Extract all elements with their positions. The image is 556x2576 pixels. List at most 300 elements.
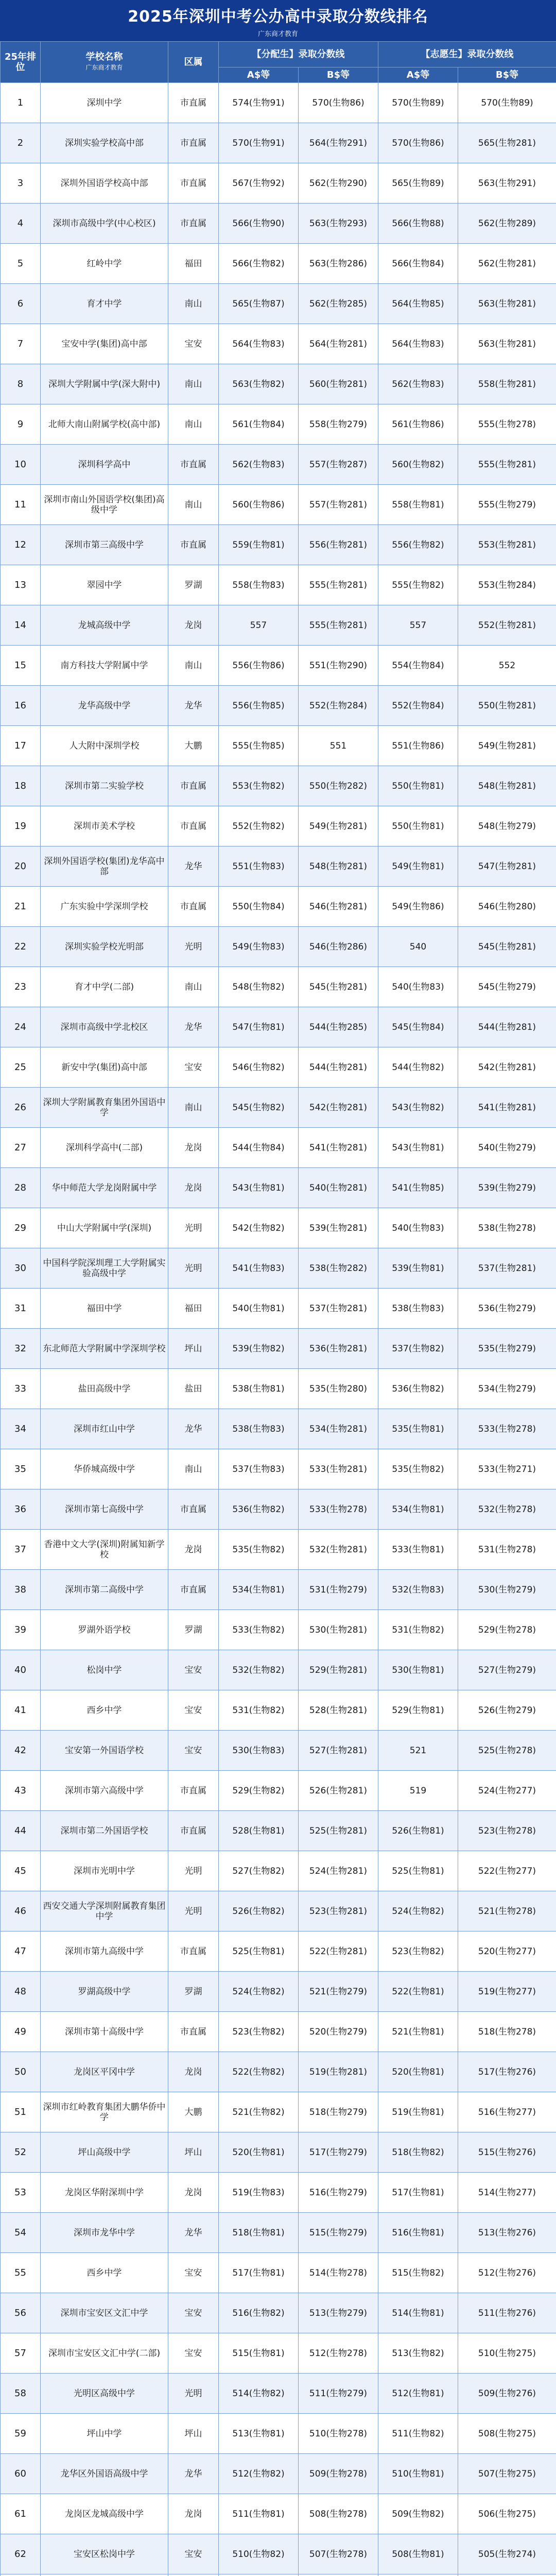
ac-a-score-cell: 517(生物81): [219, 2253, 299, 2293]
district-cell: 宝安: [168, 2333, 219, 2374]
rank-cell: 58: [1, 2374, 41, 2414]
tz-b-score-cell: 547(生物281): [458, 846, 556, 887]
table-row: [1, 1409, 556, 1449]
table-row: [1, 1047, 556, 1088]
school-name-cell: 深圳市宝安区文汇中学(二部): [41, 2333, 168, 2374]
ac-a-score-cell: 519(生物83): [219, 2173, 299, 2213]
ac-a-score-cell: 541(生物83): [219, 1248, 299, 1289]
district-cell: 龙岗: [168, 2173, 219, 2213]
tz-a-score-cell: 539(生物81): [378, 1248, 458, 1289]
rank-cell: 6: [1, 284, 41, 324]
tz-a-score-cell: 511(生物82): [378, 2414, 458, 2454]
school-name-cell: 深圳市第七高级中学: [41, 1489, 168, 1530]
district-cell: 龙岗: [168, 605, 219, 646]
rank-cell: 54: [1, 2213, 41, 2253]
rank-cell: 4: [1, 204, 41, 244]
district-cell: 龙岗: [168, 1128, 219, 1168]
district-cell: 市直属: [168, 2012, 219, 2052]
ac-b-score-cell: 557(生物281): [299, 485, 378, 525]
district-cell: 罗湖: [168, 1972, 219, 2012]
table-row: [1, 1208, 556, 1248]
school-name-cell: 东北师范大学附属中学深圳学校: [41, 1329, 168, 1369]
district-cell: 市直属: [168, 887, 219, 927]
tz-b-score-cell: 522(生物277): [458, 1851, 556, 1891]
header-tz-group: 【志愿生】录取分数线: [378, 42, 556, 67]
tz-a-score-cell: 519: [378, 1771, 458, 1811]
rank-cell: 49: [1, 2012, 41, 2052]
district-cell: 市直属: [168, 1931, 219, 1972]
tz-a-score-cell: 564(生物85): [378, 284, 458, 324]
header-school: [41, 42, 168, 83]
district-cell: 市直属: [168, 525, 219, 565]
district-cell: 南山: [168, 1088, 219, 1128]
tz-a-score-cell: 512(生物81): [378, 2374, 458, 2414]
school-name-cell: 深圳市红山中学: [41, 1409, 168, 1449]
ac-b-score-cell: 562(生物290): [299, 163, 378, 204]
ac-a-score-cell: 553(生物82): [219, 766, 299, 806]
tz-a-score-cell: 558(生物81): [378, 485, 458, 525]
ac-a-score-cell: 561(生物84): [219, 404, 299, 445]
ac-b-score-cell: 516(生物279): [299, 2173, 378, 2213]
table-row: [1, 1530, 556, 1570]
tz-b-score-cell: 544(生物281): [458, 1007, 556, 1047]
ac-b-score-cell: 522(生物281): [299, 1931, 378, 1972]
table-row: [1, 1811, 556, 1851]
ac-b-score-cell: 523(生物281): [299, 1891, 378, 1931]
table-row: [1, 1610, 556, 1650]
ac-a-score-cell: 570(生物91): [219, 123, 299, 163]
district-cell: 市直属: [168, 123, 219, 163]
tz-b-score-cell: 511(生物276): [458, 2293, 556, 2333]
school-name-cell: 华侨城高级中学: [41, 1449, 168, 1489]
table-row: [1, 2213, 556, 2253]
tz-a-score-cell: 570(生物89): [378, 83, 458, 123]
ac-a-score-cell: 535(生物82): [219, 1530, 299, 1570]
tz-b-score-cell: 506(生物275): [458, 2494, 556, 2534]
table-row: [1, 2052, 556, 2092]
ac-a-score-cell: 566(生物90): [219, 204, 299, 244]
ac-b-score-cell: 551: [299, 726, 378, 766]
rank-cell: 39: [1, 1610, 41, 1650]
ac-b-score-cell: 536(生物281): [299, 1329, 378, 1369]
tz-b-score-cell: 555(生物278): [458, 404, 556, 445]
ac-b-score-cell: 546(生物286): [299, 927, 378, 967]
district-cell: 市直属: [168, 163, 219, 204]
school-name-cell: 深圳大学附属教育集团外国语中学: [41, 1088, 168, 1128]
rank-cell: 59: [1, 2414, 41, 2454]
district-cell: 坪山: [168, 1329, 219, 1369]
rank-cell: 47: [1, 1931, 41, 1972]
table-row: [1, 1449, 556, 1489]
school-name-cell: 北师大南山附属学校(高中部): [41, 404, 168, 445]
table-row: [1, 1650, 556, 1690]
tz-a-score-cell: 538(生物83): [378, 1289, 458, 1329]
tz-a-score-cell: 519(生物81): [378, 2092, 458, 2132]
table-row: [1, 846, 556, 887]
ac-b-score-cell: 544(生物281): [299, 1047, 378, 1088]
school-name-cell: 深圳市高级中学(中心校区): [41, 204, 168, 244]
tz-b-score-cell: 552: [458, 646, 556, 686]
table-row: [1, 284, 556, 324]
school-name-cell: 深圳外国语学校高中部: [41, 163, 168, 204]
tz-a-score-cell: 522(生物81): [378, 1972, 458, 2012]
tz-b-score-cell: 555(生物281): [458, 445, 556, 485]
header-tz-b: B$等: [458, 67, 556, 83]
ac-b-score-cell: 539(生物281): [299, 1208, 378, 1248]
school-name-cell: 深圳市龙华中学: [41, 2213, 168, 2253]
ac-a-score-cell: 537(生物83): [219, 1449, 299, 1489]
rank-cell: 1: [1, 83, 41, 123]
tz-a-score-cell: 533(生物81): [378, 1530, 458, 1570]
ac-a-score-cell: 512(生物82): [219, 2454, 299, 2494]
table-row: [1, 1088, 556, 1128]
district-cell: 市直属: [168, 1489, 219, 1530]
tz-b-score-cell: 512(生物276): [458, 2253, 556, 2293]
ac-a-score-cell: 550(生物84): [219, 887, 299, 927]
ac-a-score-cell: 520(生物81): [219, 2132, 299, 2173]
tz-a-score-cell: 564(生物83): [378, 324, 458, 364]
tz-b-score-cell: 516(生物277): [458, 2092, 556, 2132]
tz-a-score-cell: 545(生物84): [378, 1007, 458, 1047]
rank-cell: 62: [1, 2534, 41, 2574]
school-name-cell: 龙华高级中学: [41, 686, 168, 726]
rank-cell: 35: [1, 1449, 41, 1489]
ac-b-score-cell: 525(生物281): [299, 1811, 378, 1851]
tz-b-score-cell: 553(生物284): [458, 565, 556, 605]
tz-b-score-cell: 538(生物278): [458, 1208, 556, 1248]
header-district: 区属: [168, 42, 219, 83]
district-cell: 市直属: [168, 83, 219, 123]
district-cell: 坪山: [168, 2414, 219, 2454]
tz-b-score-cell: 518(生物278): [458, 2012, 556, 2052]
table-row: [1, 967, 556, 1007]
tz-a-score-cell: 540(生物83): [378, 1208, 458, 1248]
table-row: [1, 1851, 556, 1891]
tz-a-score-cell: 529(生物81): [378, 1690, 458, 1731]
ac-b-score-cell: 557(生物287): [299, 445, 378, 485]
table-row: [1, 1007, 556, 1047]
tz-b-score-cell: 529(生物278): [458, 1610, 556, 1650]
ac-b-score-cell: 564(生物281): [299, 324, 378, 364]
ac-a-score-cell: 526(生物82): [219, 1891, 299, 1931]
tz-b-score-cell: 523(生物278): [458, 1811, 556, 1851]
ac-b-score-cell: 531(生物279): [299, 1570, 378, 1610]
tz-a-score-cell: 549(生物81): [378, 846, 458, 887]
rank-cell: 50: [1, 2052, 41, 2092]
header-ac-a: A$等: [219, 67, 299, 83]
tz-a-score-cell: 517(生物81): [378, 2173, 458, 2213]
table-row: [1, 324, 556, 364]
tz-a-score-cell: 531(生物82): [378, 1610, 458, 1650]
rank-cell: 27: [1, 1128, 41, 1168]
ac-b-score-cell: 508(生物278): [299, 2494, 378, 2534]
table-row: [1, 726, 556, 766]
rank-cell: 31: [1, 1289, 41, 1329]
ac-a-score-cell: 532(生物82): [219, 1650, 299, 1690]
ac-a-score-cell: 531(生物82): [219, 1690, 299, 1731]
ac-a-score-cell: 513(生物81): [219, 2414, 299, 2454]
ac-a-score-cell: 566(生物82): [219, 244, 299, 284]
rank-cell: 18: [1, 766, 41, 806]
tz-b-score-cell: 539(生物279): [458, 1168, 556, 1208]
school-name-cell: 宝安第一外国语学校: [41, 1731, 168, 1771]
ac-b-score-cell: 533(生物281): [299, 1449, 378, 1489]
ac-b-score-cell: 564(生物291): [299, 123, 378, 163]
rank-cell: 29: [1, 1208, 41, 1248]
rank-cell: 42: [1, 1731, 41, 1771]
ac-a-score-cell: 522(生物82): [219, 2052, 299, 2092]
rank-cell: 53: [1, 2173, 41, 2213]
school-name-cell: 龙岗区华附深圳中学: [41, 2173, 168, 2213]
school-name-cell: 深圳市美术学校: [41, 806, 168, 846]
ac-a-score-cell: 533(生物82): [219, 1610, 299, 1650]
table-row: [1, 1369, 556, 1409]
tz-b-score-cell: 507(生物275): [458, 2454, 556, 2494]
table-row: [1, 605, 556, 646]
district-cell: 宝安: [168, 1047, 219, 1088]
rank-cell: 25: [1, 1047, 41, 1088]
ac-a-score-cell: 556(生物86): [219, 646, 299, 686]
tz-a-score-cell: 521(生物81): [378, 2012, 458, 2052]
ac-a-score-cell: 525(生物81): [219, 1931, 299, 1972]
ac-a-score-cell: 527(生物82): [219, 1851, 299, 1891]
tz-b-score-cell: 515(生物276): [458, 2132, 556, 2173]
ac-b-score-cell: 519(生物281): [299, 2052, 378, 2092]
ac-b-score-cell: 526(生物281): [299, 1771, 378, 1811]
header-school-sub: 广东商才教育: [85, 63, 123, 71]
tz-a-score-cell: 550(生物81): [378, 766, 458, 806]
table-row: [1, 2253, 556, 2293]
rank-cell: 28: [1, 1168, 41, 1208]
table-row: [1, 686, 556, 726]
rank-cell: 12: [1, 525, 41, 565]
school-name-cell: 深圳市第三高级中学: [41, 525, 168, 565]
school-name-cell: 深圳市第九高级中学: [41, 1931, 168, 1972]
tz-a-score-cell: 554(生物84): [378, 646, 458, 686]
ac-b-score-cell: 541(生物281): [299, 1128, 378, 1168]
tz-b-score-cell: 519(生物277): [458, 1972, 556, 2012]
school-name-cell: 深圳市高级中学北校区: [41, 1007, 168, 1047]
school-name-cell: 深圳科学高中(二部): [41, 1128, 168, 1168]
ac-a-score-cell: 563(生物82): [219, 364, 299, 404]
tz-a-score-cell: 562(生物83): [378, 364, 458, 404]
district-cell: 光明: [168, 1208, 219, 1248]
tz-b-score-cell: 546(生物280): [458, 887, 556, 927]
tz-b-score-cell: 555(生物279): [458, 485, 556, 525]
ac-b-score-cell: 563(生物286): [299, 244, 378, 284]
district-cell: 龙华: [168, 2213, 219, 2253]
tz-b-score-cell: 542(生物281): [458, 1047, 556, 1088]
tz-b-score-cell: 540(生物279): [458, 1128, 556, 1168]
tz-b-score-cell: 541(生物281): [458, 1088, 556, 1128]
district-cell: 罗湖: [168, 565, 219, 605]
page-subtitle: 广东商才教育: [257, 30, 298, 38]
ac-b-score-cell: 544(生物285): [299, 1007, 378, 1047]
school-name-cell: 深圳市第十高级中学: [41, 2012, 168, 2052]
school-name-cell: 中山大学附属中学(深圳): [41, 1208, 168, 1248]
ac-a-score-cell: 542(生物82): [219, 1208, 299, 1248]
table-row: [1, 83, 556, 123]
school-name-cell: 深圳市第二实验学校: [41, 766, 168, 806]
ac-a-score-cell: 540(生物81): [219, 1289, 299, 1329]
district-cell: 大鹏: [168, 726, 219, 766]
school-name-cell: 深圳实验学校高中部: [41, 123, 168, 163]
table-row: [1, 887, 556, 927]
school-name-cell: 育才中学(二部): [41, 967, 168, 1007]
rank-cell: 19: [1, 806, 41, 846]
tz-b-score-cell: 505(生物274): [458, 2534, 556, 2574]
ac-b-score-cell: 520(生物279): [299, 2012, 378, 2052]
tz-a-score-cell: 560(生物82): [378, 445, 458, 485]
rank-cell: 56: [1, 2293, 41, 2333]
school-name-cell: 深圳科学高中: [41, 445, 168, 485]
table-row: [1, 2333, 556, 2374]
table-row: [1, 2534, 556, 2574]
district-cell: 宝安: [168, 1690, 219, 1731]
table-row: [1, 1771, 556, 1811]
tz-b-score-cell: 536(生物279): [458, 1289, 556, 1329]
table-row: [1, 1489, 556, 1530]
ac-a-score-cell: 518(生物81): [219, 2213, 299, 2253]
ac-a-score-cell: 565(生物87): [219, 284, 299, 324]
table-row: [1, 806, 556, 846]
table-row: [1, 2374, 556, 2414]
rank-cell: 8: [1, 364, 41, 404]
district-cell: 福田: [168, 1289, 219, 1329]
rank-cell: 26: [1, 1088, 41, 1128]
ac-a-score-cell: 559(生物81): [219, 525, 299, 565]
school-name-cell: 深圳市第二外国语学校: [41, 1811, 168, 1851]
tz-a-score-cell: 536(生物82): [378, 1369, 458, 1409]
ac-a-score-cell: 539(生物82): [219, 1329, 299, 1369]
ac-a-score-cell: 515(生物81): [219, 2333, 299, 2374]
ac-a-score-cell: 552(生物82): [219, 806, 299, 846]
rank-cell: 32: [1, 1329, 41, 1369]
ac-a-score-cell: 538(生物81): [219, 1369, 299, 1409]
school-name-cell: 翠园中学: [41, 565, 168, 605]
school-name-cell: 深圳大学附属中学(深大附中): [41, 364, 168, 404]
ac-b-score-cell: 512(生物278): [299, 2333, 378, 2374]
district-cell: 市直属: [168, 1771, 219, 1811]
tz-a-score-cell: 534(生物81): [378, 1489, 458, 1530]
table-row: [1, 1972, 556, 2012]
tz-b-score-cell: 570(生物89): [458, 83, 556, 123]
ac-a-score-cell: 560(生物86): [219, 485, 299, 525]
header-ac-group: 【分配生】录取分数线: [219, 42, 378, 67]
rank-cell: 10: [1, 445, 41, 485]
tz-a-score-cell: 520(生物81): [378, 2052, 458, 2092]
tz-b-score-cell: 549(生物281): [458, 726, 556, 766]
tz-b-score-cell: 563(生物281): [458, 284, 556, 324]
tz-b-score-cell: 531(生物278): [458, 1530, 556, 1570]
ac-a-score-cell: 530(生物83): [219, 1731, 299, 1771]
school-name-cell: 龙岗区平冈中学: [41, 2052, 168, 2092]
ac-a-score-cell: 564(生物83): [219, 324, 299, 364]
tz-b-score-cell: 548(生物279): [458, 806, 556, 846]
tz-a-score-cell: 526(生物81): [378, 1811, 458, 1851]
rank-cell: [1, 2574, 41, 2576]
district-cell: 光明: [168, 1891, 219, 1931]
school-name-cell: 广东实验中学深圳学校: [41, 887, 168, 927]
ac-a-score-cell: 510(生物82): [219, 2534, 299, 2574]
school-name-cell: 松岗中学: [41, 1650, 168, 1690]
ac-a-score-cell: [219, 2574, 299, 2576]
ac-a-score-cell: 546(生物82): [219, 1047, 299, 1088]
district-cell: 龙华: [168, 1409, 219, 1449]
tz-a-score-cell: 561(生物86): [378, 404, 458, 445]
tz-a-score-cell: 556(生物82): [378, 525, 458, 565]
ac-a-score-cell: 536(生物82): [219, 1489, 299, 1530]
district-cell: 宝安: [168, 2293, 219, 2333]
tz-b-score-cell: 563(生物291): [458, 163, 556, 204]
tz-b-score-cell: 508(生物275): [458, 2414, 556, 2454]
ac-b-score-cell: 535(生物280): [299, 1369, 378, 1409]
ac-b-score-cell: 550(生物282): [299, 766, 378, 806]
district-cell: 南山: [168, 404, 219, 445]
rank-cell: 48: [1, 1972, 41, 2012]
tz-a-score-cell: 508(生物81): [378, 2534, 458, 2574]
tz-a-score-cell: 540(生物83): [378, 967, 458, 1007]
table-row: [1, 927, 556, 967]
tz-a-score-cell: 530(生物81): [378, 1650, 458, 1690]
table-row: [1, 565, 556, 605]
ac-b-score-cell: 514(生物278): [299, 2253, 378, 2293]
tz-b-score-cell: 545(生物281): [458, 927, 556, 967]
tz-b-score-cell: 558(生物281): [458, 364, 556, 404]
district-cell: 宝安: [168, 2253, 219, 2293]
ac-a-score-cell: 548(生物82): [219, 967, 299, 1007]
ac-a-score-cell: 523(生物82): [219, 2012, 299, 2052]
table-row: [1, 404, 556, 445]
tz-b-score-cell: 520(生物277): [458, 1931, 556, 1972]
rank-cell: 41: [1, 1690, 41, 1731]
table-row: [1, 2574, 556, 2576]
tz-b-score-cell: 517(生物276): [458, 2052, 556, 2092]
tz-a-score-cell: 550(生物81): [378, 806, 458, 846]
district-cell: 龙岗: [168, 2494, 219, 2534]
table-row: [1, 525, 556, 565]
school-name-cell: 龙城高级中学: [41, 605, 168, 646]
table-row: [1, 1931, 556, 1972]
ac-b-score-cell: 518(生物279): [299, 2092, 378, 2132]
district-cell: 市直属: [168, 1570, 219, 1610]
score-table: [0, 41, 556, 2576]
ac-a-score-cell: 574(生物91): [219, 83, 299, 123]
ac-b-score-cell: 542(生物281): [299, 1088, 378, 1128]
school-name-cell: 坪山高级中学: [41, 2132, 168, 2173]
header-rank: 25年排位: [1, 42, 41, 83]
rank-cell: 24: [1, 1007, 41, 1047]
rank-cell: 16: [1, 686, 41, 726]
rank-cell: 21: [1, 887, 41, 927]
rank-cell: 2: [1, 123, 41, 163]
district-cell: 光明: [168, 1248, 219, 1289]
ac-b-score-cell: 509(生物278): [299, 2454, 378, 2494]
tz-b-score-cell: 532(生物278): [458, 1489, 556, 1530]
rank-cell: 45: [1, 1851, 41, 1891]
table-row: [1, 1329, 556, 1369]
district-cell: 龙华: [168, 686, 219, 726]
school-name-cell: 罗湖外语学校: [41, 1610, 168, 1650]
school-name-cell: [41, 2574, 168, 2576]
table-row: [1, 1891, 556, 1931]
district-cell: 南山: [168, 967, 219, 1007]
district-cell: 宝安: [168, 2534, 219, 2574]
tz-a-score-cell: 544(生物82): [378, 1047, 458, 1088]
tz-b-score-cell: 513(生物276): [458, 2213, 556, 2253]
district-cell: 龙岗: [168, 2052, 219, 2092]
school-name-cell: 宝安区松岗中学: [41, 2534, 168, 2574]
